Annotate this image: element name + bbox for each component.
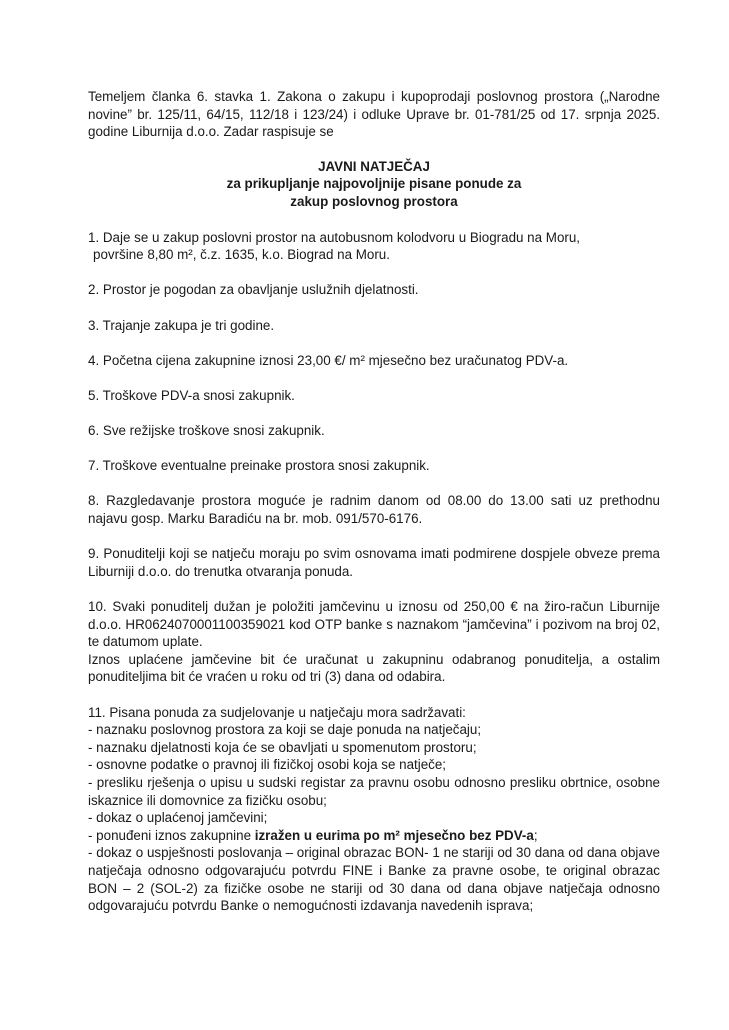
item-1-line-2: površine 8,80 m², č.z. 1635, k.o. Biograd na Moru. bbox=[93, 247, 390, 263]
item-11-heading: 11. Pisana ponuda za sudjelovanje u natječaju mora sadržavati: bbox=[88, 704, 466, 720]
price-end: ; bbox=[533, 827, 538, 843]
list-item-price bbox=[88, 827, 660, 845]
item-4: 4. Početna cijena zakupnine iznosi 23,00 €/ m² mjesečno bez uračunatog PDV-a. bbox=[88, 352, 569, 368]
item-11 bbox=[88, 704, 660, 915]
list-item: - dokaz o uspješnosti poslovanja – original obrazac BON- 1 ne stariji od 30 dana od dana objave natječaja odnosno odgovarajuću potvrdu FINE i Banke za pravne osobe, te original obrazac BON – 2 (SOL-2) za fizičke osobe ne stariji od 30 dana od dana objave natječaja odnosno odgovarajuću potvrdu Banke o nemogućnosti izdavanja navedenih isprava; bbox=[88, 845, 660, 914]
item-6: 6. Sve režijske troškove snosi zakupnik. bbox=[88, 423, 325, 439]
item-9: 9. Ponuditelji koji se natječu moraju po svim osnovama imati podmirene dospjele obveze prema Liburniji d.o.o. do trenutka otvaranja ponuda. bbox=[88, 546, 660, 579]
title-line-1: JAVNI NATJEČAJ bbox=[318, 158, 430, 174]
list-item: - osnovne podatke o pravnoj ili fizičkoj osobi koja se natječe; bbox=[88, 757, 447, 773]
document-page bbox=[88, 88, 660, 915]
item-5: 5. Troškove PDV-a snosi zakupnik. bbox=[88, 387, 295, 403]
price-text: - ponuđeni iznos zakupnine bbox=[88, 827, 255, 843]
item-10-paragraph-1: 10. Svaki ponuditelj dužan je položiti jamčevinu u iznosu od 250,00 € na žiro-račun Liburnije d.o.o. HR0624070001100359021 kod OTP banke s naznakom “jamčevina” i pozivom na broj 02, te datumom uplate. bbox=[88, 599, 660, 650]
item-2: 2. Prostor je pogodan za obavljanje uslužnih djelatnosti. bbox=[88, 282, 419, 298]
price-emphasis: izražen u eurima po m² mjesečno bez PDV-a bbox=[254, 827, 534, 843]
list-item: - presliku rješenja o upisu u sudski registar za pravnu osobu odnosno presliku obrtnice, osobne iskaznice ili domovnice za fizičku osobu; bbox=[88, 774, 660, 808]
item-7: 7. Troškove eventualne preinake prostora snosi zakupnik. bbox=[88, 458, 430, 474]
document-title bbox=[88, 158, 660, 211]
item-1-line-1: 1. Daje se u zakup poslovni prostor na autobusnom kolodvoru u Biogradu na Moru, bbox=[88, 229, 581, 245]
item-1 bbox=[88, 229, 660, 264]
list-item: - naznaku poslovnog prostora za koji se daje ponuda na natječaju; bbox=[88, 722, 482, 738]
list-item: - dokaz o uplaćenoj jamčevini; bbox=[88, 810, 268, 826]
list-item: - naznaku djelatnosti koja će se obavljati u spomenutom prostoru; bbox=[88, 739, 477, 755]
item-10 bbox=[88, 598, 660, 686]
item-10-paragraph-2: Iznos uplaćene jamčevine bit će uračunat u zakupninu odabranog ponuditelja, a ostalim ponuditeljima bit će vraćen u roku od tri (3) dana od odabira. bbox=[88, 651, 660, 685]
intro-paragraph: Temeljem članka 6. stavka 1. Zakona o zakupu i kupoprodaji poslovnog prostora („Narodne novine” br. 125/11, 64/15, 112/18 i 123/24) i odluke Uprave br. 01-781/25 od 17. srpnja 2025. godine Liburnija d.o.o. Zadar raspisuje se bbox=[88, 89, 660, 140]
item-8: 8. Razgledavanje prostora moguće je radnim danom od 08.00 do 13.00 sati uz prethodnu najavu gosp. Marku Baradiću na br. mob. 091/570-6176. bbox=[88, 493, 660, 527]
title-line-3: zakup poslovnog prostora bbox=[290, 193, 458, 209]
item-3: 3. Trajanje zakupa je tri godine. bbox=[88, 317, 275, 333]
title-line-2: za prikupljanje najpovoljnije pisane ponude za bbox=[226, 176, 522, 192]
